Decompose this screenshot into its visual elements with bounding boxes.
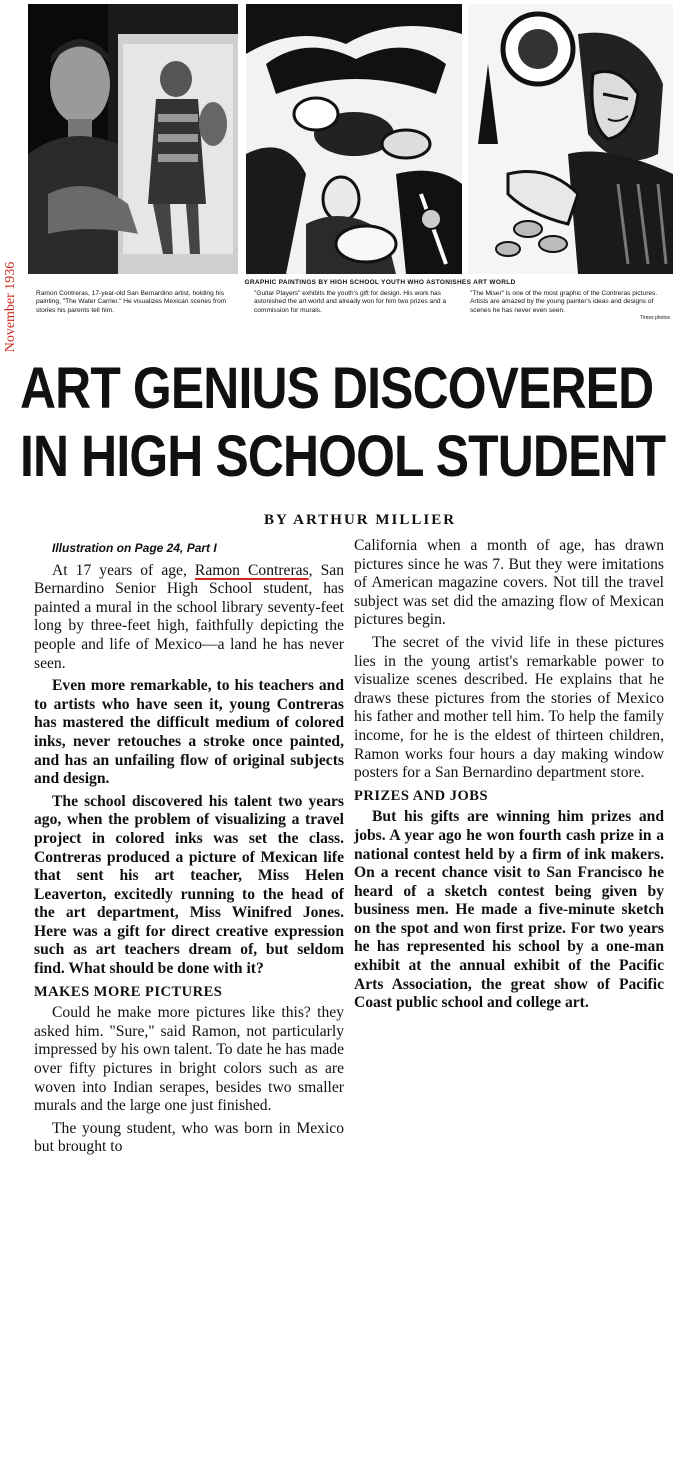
caption-guitar-players: "Guitar Players" exhibits the youth's gift for design. His work has astonished the art world and already won for him two prizes and a commission for murals. bbox=[254, 290, 447, 314]
headline-line-2: IN HIGH SCHOOL STUDENT bbox=[20, 424, 666, 489]
portrait-artist-image bbox=[28, 4, 238, 274]
caption-water-carrier: Ramon Contreras, 17-year-old San Bernardino artist, holding his painting, "The Water Carrier." He visualizes Mexican scenes from stories his parents tell him. bbox=[36, 290, 227, 314]
highlighted-name: Ramon Contreras bbox=[194, 561, 309, 579]
byline: BY ARTHUR MILLIER bbox=[263, 512, 457, 528]
photo-banner: GRAPHIC PAINTINGS BY HIGH SCHOOL YOUTH WHO ASTONISHES ART WORLD bbox=[244, 279, 516, 286]
side-date bbox=[2, 232, 20, 382]
subheading-prizes-and-jobs: PRIZES AND JOBS bbox=[354, 787, 489, 804]
photo-credit: Times photos bbox=[640, 315, 670, 322]
paragraph-5a: The young student, who was born in Mexico but brought to bbox=[34, 1119, 344, 1156]
headline bbox=[20, 355, 666, 491]
caption-the-miser-text: "The Miser" is one of the most graphic of the Contreras pictures. Artists are amazed by the young painter's ideas and designs of scenes he has never even seen. bbox=[470, 290, 658, 314]
guitar-players-image bbox=[246, 4, 462, 274]
subheading-makes-more-pictures: MAKES MORE PICTURES bbox=[34, 983, 223, 1000]
the-miser-image bbox=[468, 4, 673, 274]
date-label: November 1936 bbox=[3, 261, 18, 353]
photo-strip bbox=[28, 4, 673, 276]
article-column-right bbox=[354, 537, 664, 1017]
paragraph-5b: California when a month of age, has drawn pictures since he was 7. But they were imitations of American magazine covers. Not till the travel subject was set did the amazing flow of Mexican pictures begin. bbox=[354, 537, 664, 629]
paragraph-6: The secret of the vivid life in these pictures lies in the young artist's remarkable power to visualize scenes described. He explains that he draws these pictures from the stories of Mexico his father and mother tell him. To help the family income, for he is the eldest of thirteen children, Ramon works four hours a day making window posters for a San Bernardino department store. bbox=[354, 633, 664, 782]
paragraph-1: At 17 years of age, Ramon Contreras, San Bernardino Senior High School student, has painted a mural in the school library seventy-feet long by three-feet high, faithfully depicting the people and life of Mexico—a land he has never seen. bbox=[34, 561, 345, 672]
illustration-note: Illustration on Page 24, Part I bbox=[52, 541, 217, 555]
paragraph-4: Could he make more pictures like this? they asked him. "Sure," said Ramon, not particularly impressed by his own talent. To date he has made over fifty pictures in bright colors such as are woven into Indian serapes, besides two smaller murals and the large one just finished. bbox=[34, 1004, 344, 1115]
headline-line-1: ART GENIUS DISCOVERED bbox=[20, 356, 654, 421]
photo-water-carrier bbox=[28, 4, 238, 274]
photo-the-miser bbox=[468, 4, 673, 274]
paragraph-7: But his gifts are winning him prizes and jobs. A year ago he won fourth cash prize in a national contest held by a firm of ink makers. On a recent chance visit to San Francisco he heard of a sketch contest being given by business men. He made a five-minute sketch on the spot and won first prize. For two years he has represented his school by a one-man exhibit at the annual exhibit of the Pacific Arts Association, the great show of Pacific Coast public school and college art. bbox=[354, 808, 664, 1012]
paragraph-2: Even more remarkable, to his teachers and to artists who have seen it, young Contreras has mastered the difficult medium of colored inks, never retouches a stroke once painted, and has an unfailing flow of original subjects and design. bbox=[34, 677, 344, 788]
caption-the-miser bbox=[470, 290, 670, 321]
article-column-left bbox=[34, 537, 344, 1161]
paragraph-3: The school discovered his talent two years ago, when the problem of visualizing a travel project in colored inks was set the class. Contreras produced a picture of Mexican life that sent his art teacher, Miss Helen Leaverton, excitedly running to the head of the art department, Miss Winifred Jones. Here was a gift for direct creative expression such as art teachers dream of, but seldom find. What should be done with it? bbox=[34, 792, 344, 978]
photo-guitar-players bbox=[246, 4, 462, 274]
